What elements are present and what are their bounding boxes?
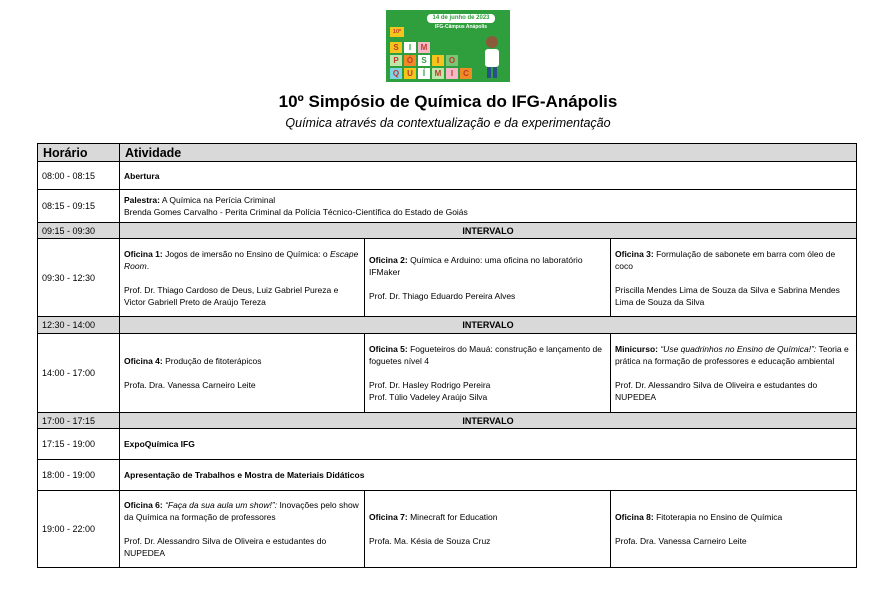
time-cell: 12:30 - 14:00 (38, 317, 120, 334)
workshop-text: Minecraft for Education (407, 512, 498, 522)
workshop-label: Oficina 7: (369, 512, 408, 522)
workshop-text: Produção de fitoterápicos (162, 356, 262, 366)
activity-cell (120, 162, 857, 190)
activity-cell (120, 190, 857, 223)
logo-tile: I (446, 68, 458, 79)
workshop-people: Prof. Dr. Thiago Cardoso de Deus, Luiz Gabriel Pureza e Victor Gabriell Preto de Araújo Tereza (124, 284, 339, 307)
scientist-figure-icon (479, 34, 505, 80)
workshop-text: Fogueteiros do Mauá: construção e lançamento de foguetes nível 4 (369, 344, 602, 366)
page-title: 10º Simpósio de Química do IFG-Anápolis (278, 92, 618, 111)
table-header-row (38, 144, 857, 162)
time-cell: 08:00 - 08:15 (38, 162, 120, 190)
logo-tile: I (432, 55, 444, 66)
logo-tile: I (404, 42, 416, 53)
workshop-italic: Escape Room (124, 248, 359, 271)
logo-tile: M (418, 42, 430, 53)
activity-title: Apresentação de Trabalhos e Mostra de Materiais Didáticos (124, 470, 365, 480)
table-row (38, 223, 857, 239)
logo-tile: S (390, 42, 402, 53)
workshop-cell (365, 334, 611, 413)
activity-label: Palestra: (124, 195, 160, 205)
workshop-label: Oficina 4: (124, 356, 163, 366)
workshop-cell (120, 491, 365, 568)
workshop-people: Prof. Dr. Alessandro Silva de Oliveira e estudantes do NUPEDEA (124, 536, 327, 558)
logo-tile: O (446, 55, 458, 66)
time-cell: 09:15 - 09:30 (38, 223, 120, 239)
workshop-label: Oficina 2: (369, 254, 408, 265)
header-time: Horário (38, 144, 120, 162)
activity-cell (120, 429, 857, 460)
logo-tile: Q (390, 68, 402, 79)
workshop-italic: “Faça da sua aula um show!”: (162, 500, 278, 510)
workshop-people: Prof. Dr. Thiago Eduardo Pereira Alves (369, 290, 516, 301)
logo-date: 14 de junho de 2023 (427, 14, 495, 23)
workshop-text: Jogos de imersão no Ensino de Química: o (162, 248, 330, 259)
time-cell: 19:00 - 22:00 (38, 491, 120, 568)
time-cell: 14:00 - 17:00 (38, 334, 120, 413)
table-row (38, 162, 857, 190)
logo-tile: U (404, 68, 416, 79)
workshop-people: Priscilla Mendes Lima de Souza da Silva e Sabrina Mendes Lima de Souza da Silva (615, 284, 840, 307)
interval-cell: INTERVALO (120, 317, 857, 334)
table-row (38, 239, 857, 317)
activity-speaker: Brenda Gomes Carvalho - Perita Criminal da Polícia Técnico-Científica do Estado de Goiás (124, 207, 468, 217)
table-row (38, 317, 857, 334)
logo-tiles-row-3 (390, 68, 472, 79)
workshop-people: Prof. Túlio Vadeley Araújo Silva (369, 392, 488, 402)
interval-cell: INTERVALO (120, 413, 857, 429)
time-cell: 17:15 - 19:00 (38, 429, 120, 460)
activity-title: Abertura (124, 170, 160, 181)
page-subtitle: Química através da contextualização e da experimentação (285, 116, 611, 130)
table-row (38, 429, 857, 460)
logo-tile: P (390, 55, 402, 66)
table-row (38, 190, 857, 223)
workshop-label: Oficina 3: (615, 248, 654, 259)
workshop-label: Oficina 5: (369, 344, 408, 354)
workshop-label: Oficina 1: (124, 248, 163, 259)
workshop-cell (365, 491, 611, 568)
schedule-table (37, 143, 857, 568)
workshop-text: Formulação de sabonete em barra com óleo de coco (615, 248, 836, 271)
logo-campus: IFG-Câmpus Anápolis (434, 24, 488, 30)
workshop-label: Minicurso: (615, 344, 658, 354)
logo-tile: S (418, 55, 430, 66)
table-row (38, 334, 857, 413)
activity-cell (120, 460, 857, 491)
logo-edition: 10º (390, 27, 404, 37)
workshop-cell (611, 239, 857, 317)
workshop-label: Oficina 8: (615, 512, 654, 522)
logo-tile: Ó (404, 55, 416, 66)
workshop-text: Inovações pelo show da Química na formação de professores (124, 500, 359, 522)
time-cell: 08:15 - 09:15 (38, 190, 120, 223)
workshop-people: Prof. Dr. Hasley Rodrigo Pereira (369, 380, 491, 390)
event-logo (386, 10, 510, 82)
workshop-text: Teoria e prática na formação de professores e educação ambiental (615, 344, 849, 366)
time-cell: 18:00 - 19:00 (38, 460, 120, 491)
workshop-cell (365, 239, 611, 317)
logo-tile: M (432, 68, 444, 79)
logo-tiles-row-2 (390, 55, 458, 66)
workshop-people: Profa. Dra. Vanessa Carneiro Leite (124, 380, 256, 390)
workshop-cell (611, 334, 857, 413)
time-cell: 17:00 - 17:15 (38, 413, 120, 429)
workshop-italic: “Use quadrinhos no Ensino de Química!”: (657, 344, 817, 354)
activity-title: ExpoQuímica IFG (124, 439, 195, 449)
workshop-cell (611, 491, 857, 568)
logo-tiles-row-1 (390, 42, 430, 53)
workshop-text: Química e Arduino: uma oficina no laboratório IFMaker (369, 254, 583, 277)
logo-tile: C (460, 68, 472, 79)
time-cell: 09:30 - 12:30 (38, 239, 120, 317)
table-row (38, 491, 857, 568)
activity-text: A Química na Perícia Criminal (159, 195, 276, 205)
table-row (38, 460, 857, 491)
table-row (38, 413, 857, 429)
workshop-cell (120, 334, 365, 413)
workshop-cell (120, 239, 365, 317)
workshop-label: Oficina 6: (124, 500, 163, 510)
workshop-text-end: . (146, 260, 150, 271)
interval-cell: INTERVALO (120, 223, 857, 239)
logo-tile: Í (418, 68, 430, 79)
workshop-text: Fitoterapia no Ensino de Química (653, 512, 783, 522)
workshop-people: Prof. Dr. Alessandro Silva de Oliveira e estudantes do NUPEDEA (615, 380, 818, 402)
header-activity: Atividade (120, 144, 857, 162)
workshop-people: Profa. Dra. Vanessa Carneiro Leite (615, 536, 747, 546)
workshop-people: Profa. Ma. Késia de Souza Cruz (369, 536, 491, 546)
